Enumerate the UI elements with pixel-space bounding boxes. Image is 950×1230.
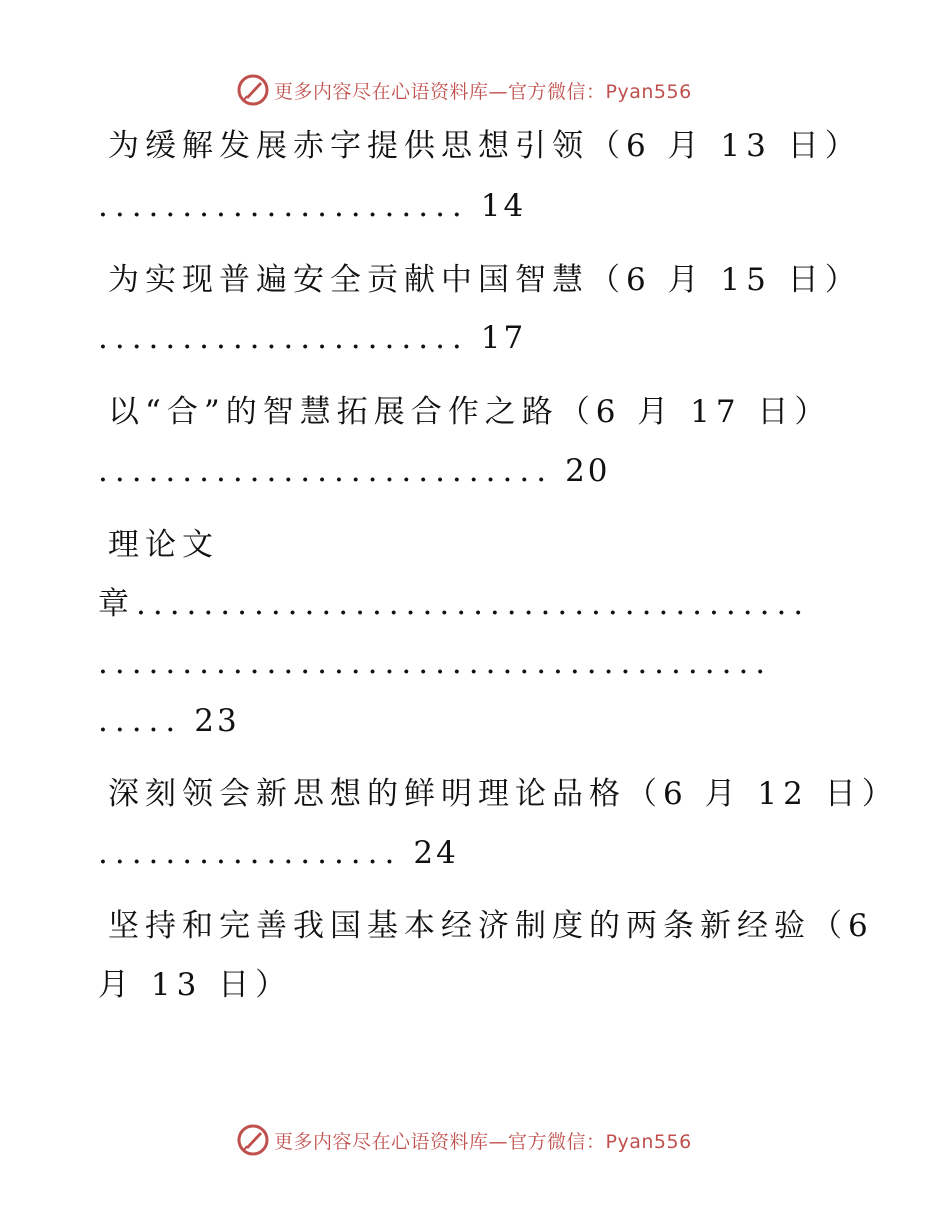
toc-page-number[interactable]: 17 xyxy=(480,320,527,356)
toc-entry-leader xyxy=(98,833,459,873)
toc-entry-leader xyxy=(98,186,526,226)
toc-page-number[interactable]: 23 xyxy=(194,703,240,739)
toc-dot-leader: ........................... xyxy=(98,453,554,489)
header-banner-text: 更多内容尽在心语资料库—官方微信：Pyan556 xyxy=(274,80,692,103)
toc-entry-leader xyxy=(98,701,240,741)
toc-entry-leader xyxy=(98,451,611,491)
toc-dot-leader: ...................... xyxy=(98,188,469,224)
footer-banner-text: 更多内容尽在心语资料库—官方微信：Pyan556 xyxy=(274,1130,692,1153)
toc-entry-leader xyxy=(98,318,526,358)
toc-page-number[interactable]: 20 xyxy=(565,453,611,489)
toc-page-number[interactable]: 24 xyxy=(413,835,459,871)
toc-entry-title[interactable]: 为实现普遍安全贡献中国智慧（6 月 15 日） xyxy=(108,262,862,298)
toc-entry-title-cont: 月 13 日） xyxy=(98,967,293,1003)
toc-entry-title[interactable]: 为缓解发展赤字提供思想引领（6 月 13 日） xyxy=(108,128,862,164)
header-banner xyxy=(236,72,692,108)
toc-section-title-cont: 章........................................ xyxy=(98,586,811,622)
toc-dot-leader: ...................... xyxy=(98,320,469,356)
quill-logo-icon xyxy=(236,73,270,107)
toc-entry-title[interactable]: 以“合”的智慧拓展合作之路（6 月 17 日） xyxy=(108,394,832,430)
toc-page-number[interactable]: 14 xyxy=(480,188,527,224)
footer-banner xyxy=(236,1122,692,1158)
toc-dot-leader: ........................................ xyxy=(98,645,773,681)
toc-entry-title[interactable]: 坚持和完善我国基本经济制度的两条新经验（6 xyxy=(108,908,874,944)
toc-entry-title[interactable]: 深刻领会新思想的鲜明理论品格（6 月 12 日） xyxy=(108,776,899,812)
toc-dot-leader: ..... xyxy=(98,703,183,739)
toc-section-title[interactable]: 理论文 xyxy=(108,527,219,563)
toc-dot-leader: .................. xyxy=(98,835,402,871)
quill-logo-icon xyxy=(236,1123,270,1157)
